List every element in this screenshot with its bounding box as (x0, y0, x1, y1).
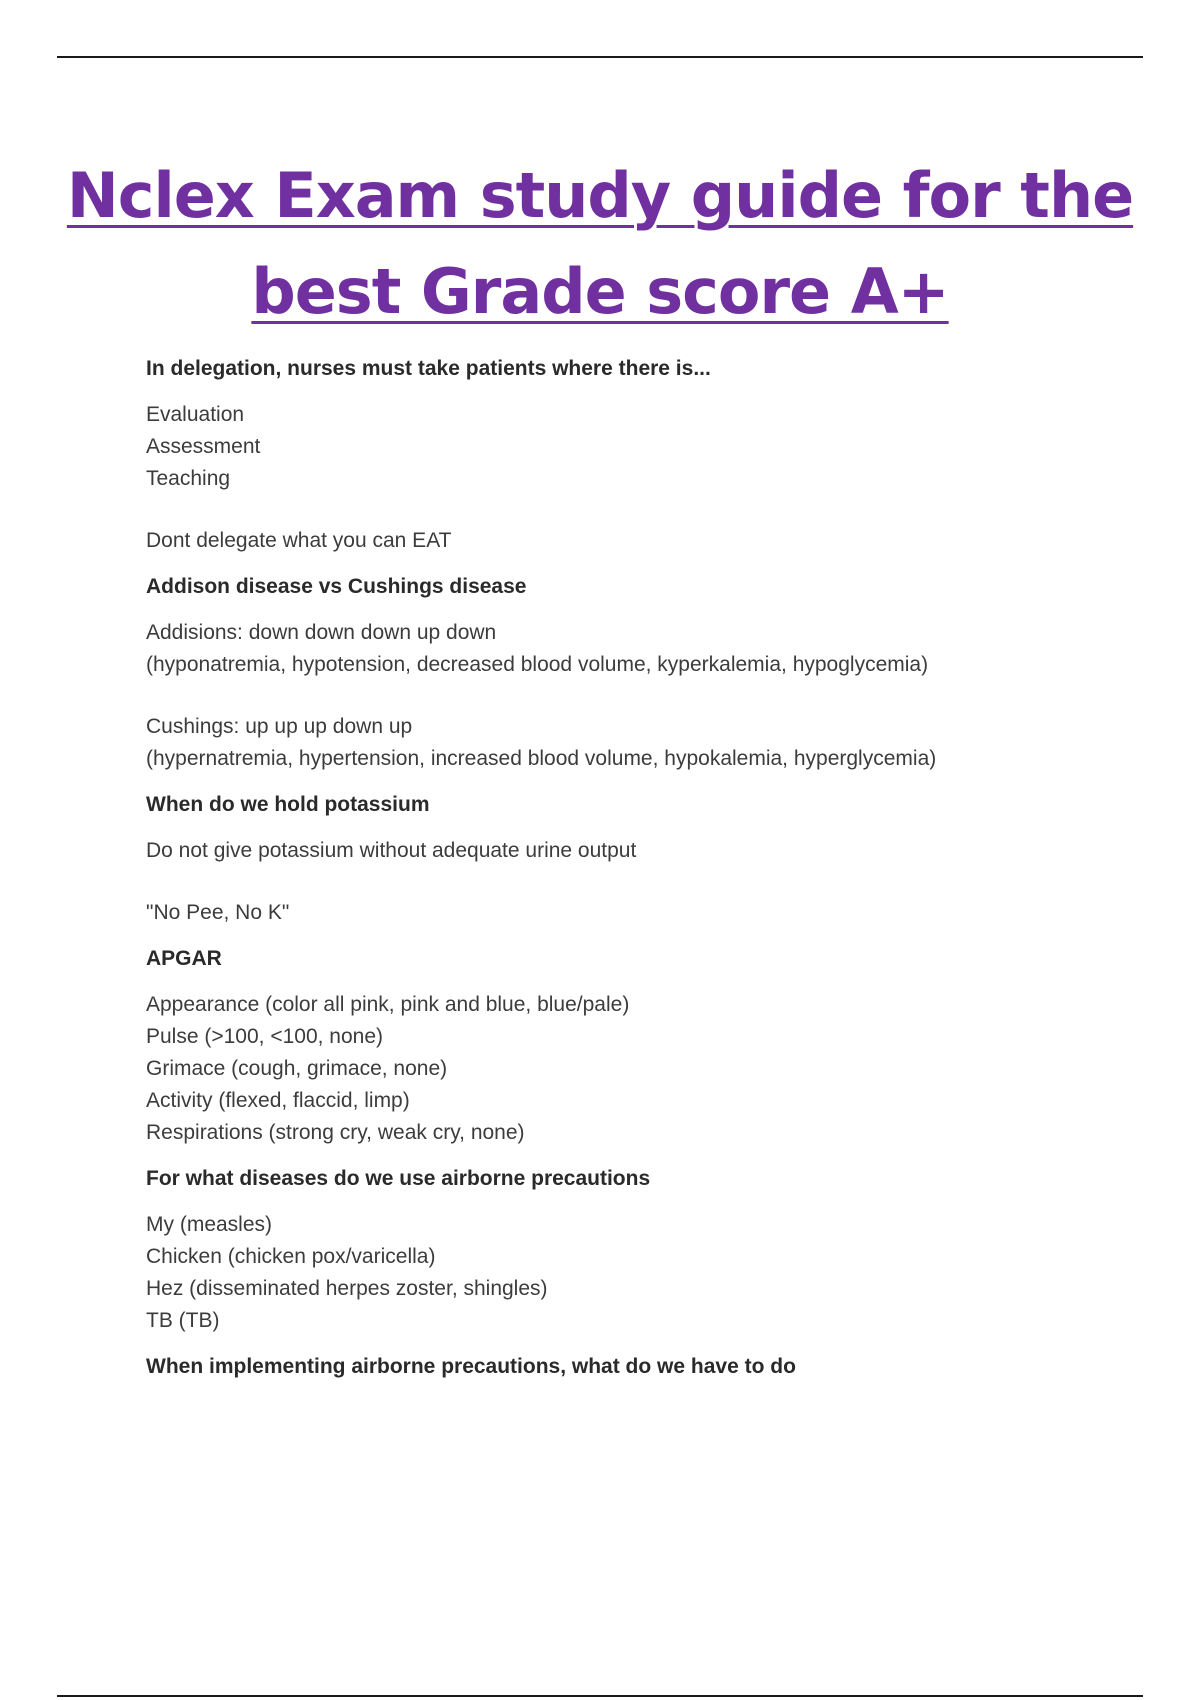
answer-line: Activity (flexed, flaccid, limp) (146, 1089, 410, 1112)
bottom-rule (57, 1695, 1143, 1697)
answer-potassium (146, 835, 1146, 929)
question-implementing: When implementing airborne precautions, what do we have to do (146, 1355, 796, 1378)
answer-line: Addisions: down down down up down (146, 621, 497, 644)
document-title (0, 148, 1200, 340)
answer-delegation (146, 399, 1146, 557)
question-apgar: APGAR (146, 947, 222, 970)
answer-line: Evaluation (146, 403, 245, 426)
title-line-1: Nclex Exam study guide for the (66, 159, 1134, 232)
top-rule (57, 56, 1143, 58)
answer-line: Grimace (cough, grimace, none) (146, 1057, 448, 1080)
answer-line: Respirations (strong cry, weak cry, none) (146, 1121, 525, 1144)
answer-line: Pulse (>100, <100, none) (146, 1025, 384, 1048)
question-addison: Addison disease vs Cushings disease (146, 575, 527, 598)
answer-line: Do not give potassium without adequate urine output (146, 839, 637, 862)
question-airborne: For what diseases do we use airborne precautions (146, 1167, 651, 1190)
answer-airborne (146, 1209, 1146, 1337)
study-guide-content (146, 353, 1146, 1397)
answer-line: (hypernatremia, hypertension, increased blood volume, hypokalemia, hyperglycemia) (146, 747, 937, 770)
answer-addison (146, 617, 1146, 775)
answer-apgar (146, 989, 1146, 1149)
answer-line: Appearance (color all pink, pink and blue, blue/pale) (146, 993, 630, 1016)
spacer (146, 681, 1146, 711)
answer-line: "No Pee, No K" (146, 901, 290, 924)
question-potassium: When do we hold potassium (146, 793, 430, 816)
answer-line: Hez (disseminated herpes zoster, shingles) (146, 1277, 548, 1300)
answer-line: TB (TB) (146, 1309, 220, 1332)
answer-line: (hyponatremia, hypotension, decreased blood volume, kyperkalemia, hypoglycemia) (146, 653, 929, 676)
question-delegation: In delegation, nurses must take patients where there is... (146, 357, 711, 380)
answer-line: Dont delegate what you can EAT (146, 529, 452, 552)
answer-line: Cushings: up up up down up (146, 715, 413, 738)
answer-line: Teaching (146, 467, 231, 490)
spacer (146, 495, 1146, 525)
answer-line: My (measles) (146, 1213, 273, 1236)
title-line-2: best Grade score A+ (251, 255, 949, 328)
answer-line: Chicken (chicken pox/varicella) (146, 1245, 436, 1268)
spacer (146, 867, 1146, 897)
answer-line: Assessment (146, 435, 261, 458)
